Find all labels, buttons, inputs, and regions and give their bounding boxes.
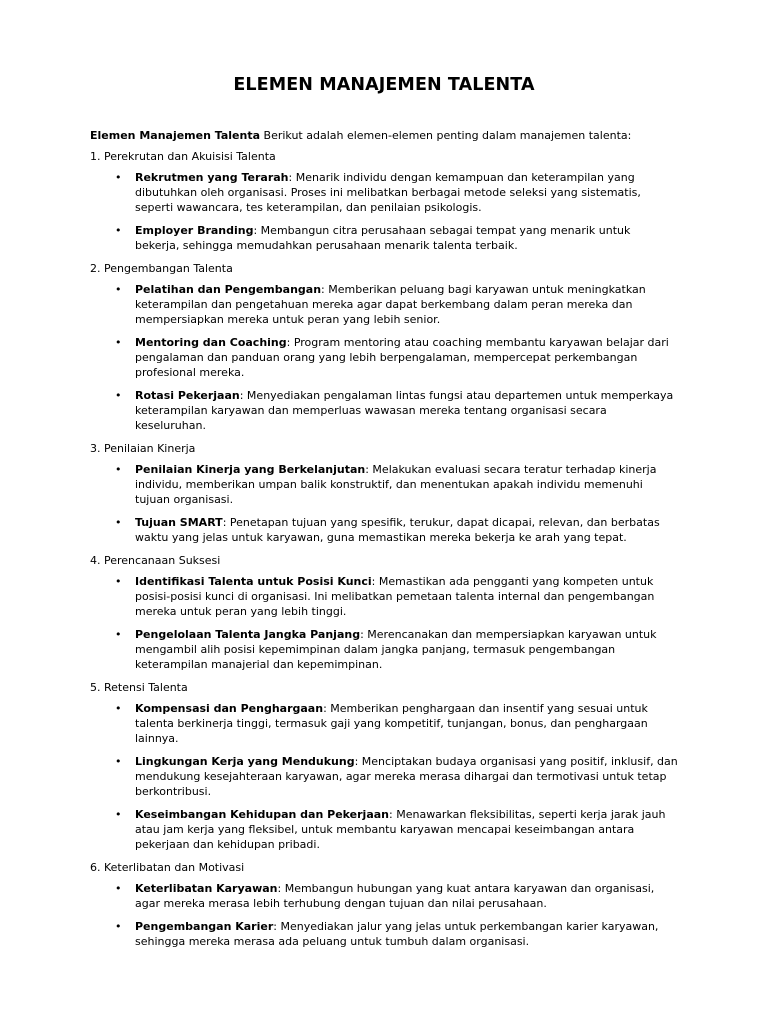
item-description: : Program mentoring atau coaching membantu karyawan belajar dari pengalaman dan panduan orang yang lebih berpengalaman, mempercepat perkembangan profesional mereka. xyxy=(135,336,669,379)
item-term: Rotasi Pekerjaan xyxy=(135,389,240,402)
section-heading: 6. Keterlibatan dan Motivasi xyxy=(90,861,245,874)
section xyxy=(90,441,678,545)
list-item xyxy=(115,282,678,327)
intro-paragraph xyxy=(90,128,678,143)
list-item xyxy=(115,807,678,852)
list-item xyxy=(115,574,678,619)
section xyxy=(90,860,678,949)
bullet-list xyxy=(90,462,678,545)
list-item xyxy=(115,170,678,215)
bullet-list xyxy=(90,574,678,672)
item-description: : Memberikan penghargaan dan insentif yang sesuai untuk talenta berkinerja tinggi, termasuk gaji yang kompetitif, tunjangan, bonus, dan penghargaan lainnya. xyxy=(135,702,648,745)
bullet-icon: • xyxy=(115,224,122,237)
item-description: : Menawarkan fleksibilitas, seperti kerja jarak jauh atau jam kerja yang fleksibel, untuk membantu karyawan mencapai keseimbangan antara pekerjaan dan kehidupan pribadi. xyxy=(135,808,666,851)
item-term: Pelatihan dan Pengembangan xyxy=(135,283,322,296)
item-term: Pengembangan Karier xyxy=(135,920,274,933)
bullet-icon: • xyxy=(115,808,122,821)
section-heading: 5. Retensi Talenta xyxy=(90,681,188,694)
item-term: Tujuan SMART xyxy=(135,516,223,529)
item-term: Mentoring dan Coaching xyxy=(135,336,287,349)
bullet-icon: • xyxy=(115,283,122,296)
list-item xyxy=(115,881,678,911)
bullet-list xyxy=(90,881,678,949)
item-description: : Memastikan ada pengganti yang kompeten untuk posisi-posisi kunci di organisasi. Ini melibatkan pemetaan talenta internal dan pengembangan mereka untuk peran yang lebih tinggi. xyxy=(135,575,655,618)
item-description: : Membangun citra perusahaan sebagai tempat yang menarik untuk bekerja, sehingga memudahkan perusahaan menarik talenta terbaik. xyxy=(135,224,631,252)
bullet-icon: • xyxy=(115,389,122,402)
item-term: Kompensasi dan Penghargaan xyxy=(135,702,324,715)
item-description: : Melakukan evaluasi secara teratur terhadap kinerja individu, memberikan umpan balik konstruktif, dan menentukan apakah individu memenuhi tujuan organisasi. xyxy=(135,463,657,506)
bullet-icon: • xyxy=(115,516,122,529)
intro-bold: Elemen Manajemen Talenta xyxy=(90,129,261,142)
list-item xyxy=(115,388,678,433)
list-item xyxy=(115,701,678,746)
list-item xyxy=(115,223,678,253)
section-heading: 2. Pengembangan Talenta xyxy=(90,262,233,275)
section xyxy=(90,261,678,433)
bullet-icon: • xyxy=(115,171,122,184)
item-description: : Merencanakan dan mempersiapkan karyawan untuk mengambil alih posisi kepemimpinan dalam jangka panjang, termasuk pengembangan keterampilan manajerial dan kepemimpinan. xyxy=(135,628,657,671)
section-heading: 1. Perekrutan dan Akuisisi Talenta xyxy=(90,150,276,163)
item-term: Keterlibatan Karyawan xyxy=(135,882,278,895)
intro-text: Berikut adalah elemen-elemen penting dalam manajemen talenta: xyxy=(260,129,632,142)
item-description: : Menyediakan pengalaman lintas fungsi atau departemen untuk memperkaya keterampilan karyawan dan memperluas wawasan mereka tentang organisasi secara keseluruhan. xyxy=(135,389,674,432)
bullet-icon: • xyxy=(115,882,122,895)
section xyxy=(90,680,678,852)
item-term: Identifikasi Talenta untuk Posisi Kunci xyxy=(135,575,372,588)
bullet-icon: • xyxy=(115,575,122,588)
item-term: Pengelolaan Talenta Jangka Panjang xyxy=(135,628,361,641)
section-heading: 4. Perencanaan Suksesi xyxy=(90,554,221,567)
item-description: : Menciptakan budaya organisasi yang positif, inklusif, dan mendukung kesejahteraan karyawan, agar mereka merasa dihargai dan termotivasi untuk tetap berkontribusi. xyxy=(135,755,678,798)
bullet-icon: • xyxy=(115,336,122,349)
item-description: : Membangun hubungan yang kuat antara karyawan dan organisasi, agar mereka merasa lebih terhubung dengan tujuan dan nilai perusahaan. xyxy=(135,882,655,910)
bullet-icon: • xyxy=(115,920,122,933)
item-term: Penilaian Kinerja yang Berkelanjutan xyxy=(135,463,366,476)
section-heading: 3. Penilaian Kinerja xyxy=(90,442,196,455)
item-term: Employer Branding xyxy=(135,224,254,237)
item-term: Keseimbangan Kehidupan dan Pekerjaan xyxy=(135,808,390,821)
item-term: Rekrutmen yang Terarah xyxy=(135,171,289,184)
bullet-list xyxy=(90,282,678,433)
document-title: ELEMEN MANAJEMEN TALENTA xyxy=(233,75,535,95)
item-term: Lingkungan Kerja yang Mendukung xyxy=(135,755,355,768)
item-description: : Menyediakan jalur yang jelas untuk perkembangan karier karyawan, sehingga mereka merasa ada peluang untuk tumbuh dalam organisasi. xyxy=(135,920,659,948)
bullet-list xyxy=(90,170,678,253)
sections-container xyxy=(90,149,678,949)
bullet-icon: • xyxy=(115,755,122,768)
item-description: : Menarik individu dengan kemampuan dan keterampilan yang dibutuhkan oleh organisasi. Proses ini melibatkan berbagai metode seleksi yang sistematis, seperti wawancara, tes keterampilan, dan penilaian psikologis. xyxy=(135,171,641,214)
bullet-list xyxy=(90,701,678,852)
section xyxy=(90,149,678,253)
bullet-icon: • xyxy=(115,702,122,715)
bullet-icon: • xyxy=(115,463,122,476)
list-item xyxy=(115,335,678,380)
item-description: : Penetapan tujuan yang spesifik, terukur, dapat dicapai, relevan, dan berbatas waktu yang jelas untuk karyawan, guna memastikan mereka bekerja ke arah yang tepat. xyxy=(135,516,660,544)
list-item xyxy=(115,627,678,672)
item-description: : Memberikan peluang bagi karyawan untuk meningkatkan keterampilan dan pengetahuan mereka agar dapat berkembang dalam peran mereka dan mempersiapkan mereka untuk peran yang lebih senior. xyxy=(135,283,646,326)
list-item xyxy=(115,462,678,507)
list-item xyxy=(115,754,678,799)
list-item xyxy=(115,515,678,545)
bullet-icon: • xyxy=(115,628,122,641)
section xyxy=(90,553,678,672)
list-item xyxy=(115,919,678,949)
